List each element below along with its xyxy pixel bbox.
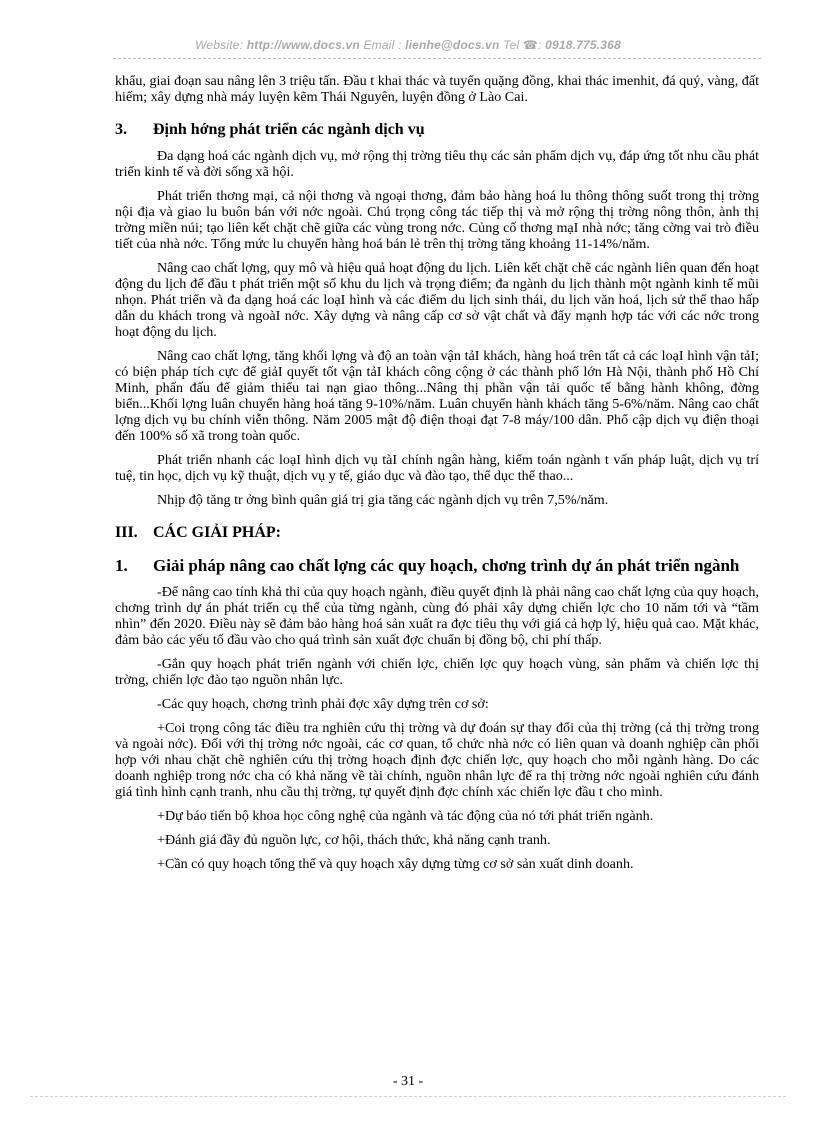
paragraph-resource-assessment: +Đánh giá đầy đủ nguồn lực, cơ hội, thách thức, khả năng cạnh tranh. <box>157 832 551 848</box>
paragraph-trade: Phát triển thơng mại, cả nội thơng và ngoại thơng, đảm bảo hàng hoá lu thông thông suốt trong thị trờng nội địa và giao lu buôn bán với nớc ngoài. Chú trọng công tác tiếp thị và mở rộng thị trờng nông thôn, ành thị trờng miền núi; tạo liên kết chặt chẽ giữa các vùng trong nớc. Củng cố thơng mạI nhà nớc; tăng cờng vai trò điều tiết của nhà nớc. Tổng mức lu chuyển hàng hoá bán lẻ trên thị trờng tăng khoảng 11-14%/năm. <box>115 188 759 252</box>
website-label: Website: <box>195 38 244 52</box>
section-1-title: Giải pháp nâng cao chất lợng các quy hoạch, chơng trình dự án phát triển ngành <box>153 556 740 575</box>
header-divider <box>113 58 761 59</box>
paragraph-master-plan: +Cần có quy hoạch tổng thể và quy hoạch xây dựng từng cơ sở sản xuất dinh doanh. <box>157 856 634 872</box>
section-1-number: 1. <box>115 556 128 575</box>
section-3-number: 3. <box>115 121 127 138</box>
email-value[interactable]: lienhe@docs.vn <box>405 38 500 52</box>
website-url[interactable]: http://www.docs.vn <box>246 38 360 52</box>
paragraph-services-diversify: Đa dạng hoá các ngành dịch vụ, mở rộng thị trờng tiêu thụ các sản phẩm dịch vụ, đáp ứng tốt nhu cầu phát triển kinh tế và đời sống xã hội. <box>115 148 759 180</box>
paragraph-planning-basis: -Các quy hoạch, chơng trình phải đợc xây dựng trên cơ sở: <box>157 696 489 712</box>
paragraph-finance: Phát triển nhanh các loạI hình dịch vụ tàI chính ngân hàng, kiểm toán ngành t vấn pháp luật, dịch vụ trí tuệ, tin học, dịch vụ kỹ thuật, dịch vụ y tế, giáo dục và đào tạo, thể dục thể thao... <box>115 452 759 484</box>
paragraph-market-research: +Coi trọng công tác điều tra nghiên cứu thị trờng và dự đoán sự thay đổi của thị trờng (cả thị trờng trong và ngoài nớc). Đối với thị trờng nớc ngoài, các cơ quan, tổ chức nhà nớc có liên quan và doanh nghiệp cần phối hợp với nhau chặt chẽ nghiên cứu thị trờng hoạch định đợc chiến lợc, quy hoạch cho mỗi ngành hàng. Do các doanh nghiệp trong nớc cha có khả năng về tài chính, nguồn nhân lực để ra thị trờng nớc ngoài nghiên cứu đánh giá tình hình cạnh tranh, nhu cầu thị trờng, tự quyết định đợc chính xác chiến lợc đầu t cho mình. <box>115 720 759 800</box>
section-III-number: III. <box>115 524 138 541</box>
page-content <box>115 73 759 880</box>
page-header <box>0 38 816 52</box>
section-III-heading <box>115 524 759 541</box>
intro-paragraph: khẩu, giai đoạn sau nâng lên 3 triệu tấn. Đầu t khai thác và tuyển quặng đồng, khai thác imenhit, đá quý, vàng, đất hiếm; xây dựng nhà máy luyện kẽm Thái Nguyên, luyện đồng ở Lào Cai. <box>115 73 759 105</box>
paragraph-link-strategy: -Gắn quy hoạch phát triển ngành với chiến lợc, chiến lợc quy hoạch vùng, sản phẩm và chiến lợc thị trờng, chiến lợc đào tạo nguồn nhân lực. <box>115 656 759 688</box>
page-number: - 31 - <box>392 1074 424 1089</box>
email-label: Email : <box>363 38 402 52</box>
paragraph-tourism: Nâng cao chất lợng, quy mô và hiệu quả hoạt động du lịch. Liên kết chặt chẽ các ngành liên quan đến hoạt động du lịch để đầu t phát triển một số khu du lịch và trọng điểm; đa ngành du lịch thành một ngành kinh tế mũi nhọn. Phát triển và đa dạng hoá các loạI hình và các điểm du lịch sinh thái, du lịch văn hoá, lịch sử thể thao hấp dẫn du khách trong và ngoàI nớc. Xây dựng và nâng cấp cơ sở vật chất và đẩy mạnh hợp tác với các nớc trong hoạt động du lịch. <box>115 260 759 340</box>
paragraph-growth-rate: Nhịp độ tăng tr ởng bình quân giá trị gia tăng các ngành dịch vụ trên 7,5%/năm. <box>157 492 609 508</box>
paragraph-transport: Nâng cao chất lợng, tăng khối lợng và độ an toàn vận tảI khách, hàng hoá trên tất cả các loạI hình vận tảI; có biện pháp tích cực để giảI quyết tốt vận tảI khách công cộng ở các thành phố lớn Hà Nội, thành phố Hồ Chí Minh, phấn đấu để giảm thiểu tai nạn giao thông...Nâng thị phần vận tải quốc tế bằng hành không, đờng biển...Khối lợng luân chuyển hàng hoá tăng 9-10%/năm. Luân chuyển hành khách tăng 5-6%/năm. Nâng cao chất lợng dịch vụ bu chính viễn thông. Năm 2005 mật độ điện thoại đạt 7-8 máy/100 dân. Phổ cập dịch vụ điện thoại đến 100% số xã trong toàn quốc. <box>115 348 759 444</box>
section-3-title: Định hớng phát triển các ngành dịch vụ <box>153 121 425 138</box>
footer-divider <box>30 1096 786 1097</box>
section-3-heading <box>115 121 759 138</box>
section-1-heading <box>115 557 759 574</box>
phone-label: Tel ☎: <box>503 38 542 52</box>
phone-value: 0918.775.368 <box>545 38 621 52</box>
paragraph-tech-forecast: +Dự báo tiến bộ khoa học công nghệ của ngành và tác động của nó tới phát triển ngành. <box>157 808 654 824</box>
section-III-title: CÁC GIẢI PHÁP: <box>153 524 281 541</box>
paragraph-planning-quality: -Để nâng cao tính khả thi của quy hoạch ngành, điều quyết định là phải nâng cao chất lợng của quy hoạch, chơng trình dự án phát triển cụ thể của từng ngành, cùng đó phải xây dựng chiến lợc cho 10 năm tới và “tầm nhìn” đến 2020. Điều này sẽ đảm bảo hàng hoá sản xuất ra đợc tiêu thụ với giá cả hợp lý, hiệu quả cao. Mặt khác, đảm bảo các yếu tố đầu vào cho quá trình sản xuất đợc chuẩn bị đồng bộ, chi phí thấp. <box>115 584 759 648</box>
